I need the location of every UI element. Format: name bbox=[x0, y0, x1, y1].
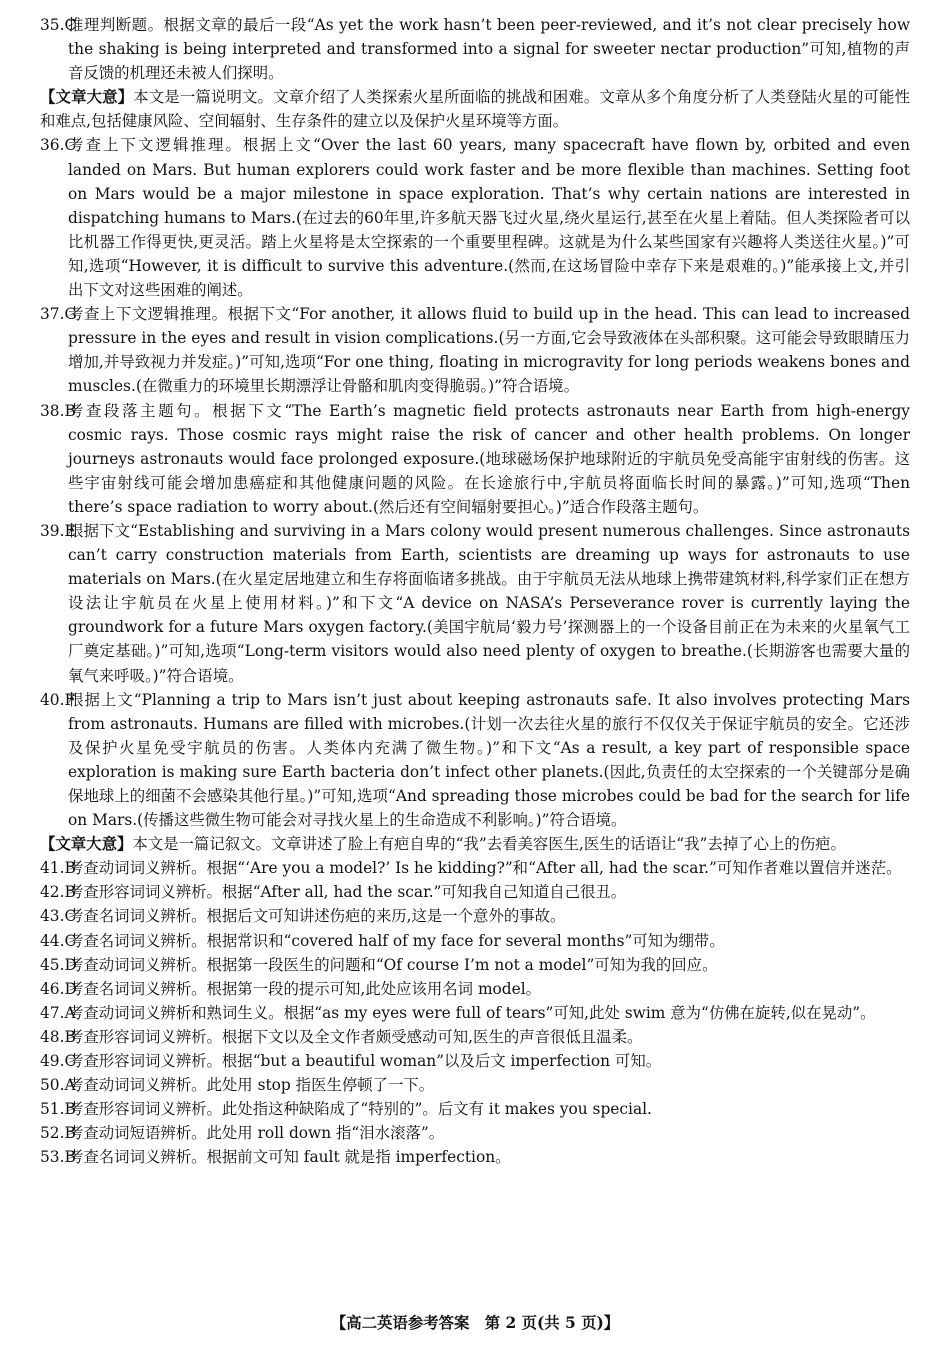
answer-text: 考查动词词义辨析。根据“‘Are you a model?’ Is he kidding?”和“After all, had the scar.”可知作者难以置信并迷茫。 bbox=[68, 859, 902, 878]
answer-number: 43.C bbox=[40, 907, 77, 926]
answer-item bbox=[40, 1001, 910, 1025]
answer-text: 考查名词词义辨析。根据后文可知讲述伤疤的来历,这是一个意外的事故。 bbox=[68, 907, 566, 926]
answer-text: 考查名词词义辨析。根据常识和“covered half of my face for several months”可知为绷带。 bbox=[68, 931, 725, 950]
answer-number: 50.A bbox=[40, 1076, 76, 1095]
answer-number: 38.B bbox=[40, 401, 76, 420]
answer-number: 41.B bbox=[40, 859, 76, 878]
answer-item bbox=[40, 880, 910, 904]
answer-text: 考查动词词义辨析。此处用 stop 指医生停顿了一下。 bbox=[68, 1076, 435, 1095]
answer-number: 42.B bbox=[40, 883, 76, 902]
summary-text: 本文是一篇说明文。文章介绍了人类探索火星所面临的挑战和困难。文章从多个角度分析了人类登陆火星的可能性和难点,包括健康风险、空间辐射、生存条件的建立以及保护火星环境等方面。 bbox=[40, 88, 910, 131]
answer-text: 考查形容词词义辨析。根据下文以及全文作者颇受感动可知,医生的声音很低且温柔。 bbox=[68, 1027, 643, 1046]
answer-item bbox=[40, 688, 910, 833]
answer-text: 考查名词词义辨析。根据前文可知 fault 就是指 imperfection。 bbox=[68, 1148, 511, 1167]
article-summary bbox=[40, 832, 910, 856]
answer-item bbox=[40, 1097, 910, 1121]
answer-text: 考查上下文逻辑推理。根据下文“For another, it allows fluid to build up in the head. This can lead to increased pressure in the eyes and result in vision complications.(另一方面,它会导致液体在头部积聚。这可能会导致眼睛压力增加,并导致视力并发症。)”可知,选项“For one thing, floating in microgravity for long periods weakens bones and muscles.(在微重力的环境里长期漂浮让骨骼和肌肉变得脆弱。)”符合语境。 bbox=[68, 305, 910, 396]
answer-item bbox=[40, 519, 910, 688]
answer-content bbox=[40, 13, 910, 1170]
answer-item bbox=[40, 13, 910, 85]
answer-number: 37.G bbox=[40, 305, 77, 324]
answer-item bbox=[40, 904, 910, 928]
answer-number: 53.B bbox=[40, 1148, 76, 1167]
answer-number: 48.B bbox=[40, 1027, 76, 1046]
answer-item bbox=[40, 1121, 910, 1145]
answer-number: 45.D bbox=[40, 955, 77, 974]
answer-number: 49.C bbox=[40, 1052, 77, 1071]
answer-item bbox=[40, 953, 910, 977]
answer-number: 36.C bbox=[40, 136, 77, 155]
answer-item bbox=[40, 302, 910, 398]
page-footer: 【高二英语参考答案 第 2 页(共 5 页)】 bbox=[330, 1314, 620, 1332]
answer-text: 根据下文“Establishing and surviving in a Mars colony would present numerous challenges. Since astronauts can’t carry construction materials from Earth, scientists are dreaming up ways for astronauts to use materials on Mars.(在火星定居地建立和生存将面临诸多挑战。由于宇航员无法从地球上携带建筑材料,科学家们正在想方设法让宇航员在火星上使用材料。)”和下文“A device on NASA’s Perseverance rover is currently laying the groundwork for a future Mars oxygen factory.(美国宇航局‘毅力号’探测器上的一个设备目前正在为未来的火星氧气工厂奠定基础。)”可知,选项“Long-term visitors would also need plenty of oxygen to breathe.(长期游客也需要大量的氧气来呼吸。)”符合语境。 bbox=[68, 521, 910, 685]
answer-text: 考查形容词词义辨析。根据“After all, had the scar.”可知我自己知道自己很丑。 bbox=[68, 883, 627, 902]
answer-item bbox=[40, 1025, 910, 1049]
answer-number: 44.C bbox=[40, 931, 77, 950]
answer-text: 考查动词短语辨析。此处用 roll down 指“泪水滚落”。 bbox=[68, 1124, 445, 1143]
answer-item bbox=[40, 1073, 910, 1097]
answer-item bbox=[40, 929, 910, 953]
answer-number: 51.B bbox=[40, 1100, 76, 1119]
answer-number: 35.C bbox=[40, 16, 77, 34]
answer-item bbox=[40, 1145, 910, 1169]
answer-text: 考查动词词义辨析和熟词生义。根据“as my eyes were full of tears”可知,此处 swim 意为“仿佛在旋转,似在晃动”。 bbox=[68, 1003, 876, 1022]
summary-text: 本文是一篇记叙文。文章讲述了脸上有疤自卑的“我”去看美容医生,医生的话语让“我”去掉了心上的伤疤。 bbox=[132, 835, 846, 854]
answer-text: 考查名词词义辨析。根据第一段的提示可知,此处应该用名词 model。 bbox=[68, 979, 542, 998]
answer-text: 考查形容词词义辨析。此处指这种缺陷成了“特别的”。后文有 it makes you special. bbox=[68, 1100, 652, 1119]
answer-number: 39.E bbox=[40, 521, 76, 540]
answer-number: 52.B bbox=[40, 1124, 76, 1143]
answer-text: 根据上文“Planning a trip to Mars isn’t just about keeping astronauts safe. It also involves protecting Mars from astronauts. Humans are filled with microbes.(计划一次去往火星的旅行不仅仅关于保证宇航员的安全。它还涉及保护火星免受宇航员的伤害。人类体内充满了微生物。)”和下文“As a result, a key part of responsible space exploration is making sure Earth bacteria don’t infect other planets.(因此,负责任的太空探索的一个关键部分是确保地球上的细菌不会感染其他行星。)”可知,选项“And spreading those microbes could be bad for the search for life on Mars.(传播这些微生物可能会对寻找火星上的生命造成不利影响。)”符合语境。 bbox=[68, 690, 910, 830]
answer-text: 考查动词词义辨析。根据第一段医生的问题和“Of course I’m not a model”可知为我的回应。 bbox=[68, 955, 718, 974]
answer-text: 推理判断题。根据文章的最后一段“As yet the work hasn’t been peer-reviewed, and it’s not clear precisely how the shaking is being interpreted and transformed into a signal for sweeter nectar production”可知,植物的声音反馈的机理还未被人们探明。 bbox=[68, 16, 910, 83]
answer-text: 考查形容词词义辨析。根据“but a beautiful woman”以及后文 imperfection 可知。 bbox=[68, 1052, 662, 1071]
answer-item bbox=[40, 1049, 910, 1073]
summary-label: 【文章大意】 bbox=[40, 835, 133, 854]
answer-number: 40.F bbox=[40, 690, 76, 709]
answer-item bbox=[40, 977, 910, 1001]
answer-text: 考查段落主题句。根据下文“The Earth’s magnetic field protects astronauts near Earth from high-energy cosmic rays. Those cosmic rays might raise the risk of cancer and other health problems. On longer journeys astronauts would face prolonged exposure.(地球磁场保护地球附近的宇航员免受高能宇宙射线的伤害。这些宇宙射线可能会增加患癌症和其他健康问题的风险。在长途旅行中,宇航员将面临长时间的暴露。)”可知,选项“Then there’s space radiation to worry about.(然后还有空间辐射要担心。)”适合作段落主题句。 bbox=[68, 401, 910, 516]
answer-text: 考查上下文逻辑推理。根据上文“Over the last 60 years, many spacecraft have flown by, orbited and even landed on Mars. But human explorers could work faster and be more flexible than machines. Setting foot on Mars would be a major milestone in space exploration. That’s why certain nations are interested in dispatching humans to Mars.(在过去的60年里,许多航天器飞过火星,绕火星运行,甚至在火星上着陆。但人类探险者可以比机器工作得更快,更灵活。踏上火星将是太空探索的一个重要里程碑。这就是为什么某些国家有兴趣将人类送往火星。)”可知,选项“However, it is difficult to survive this adventure.(然而,在这场冒险中幸存下来是艰难的。)”能承接上文,并引出下文对这些困难的阐述。 bbox=[68, 136, 910, 300]
answer-item bbox=[40, 856, 910, 880]
article-summary bbox=[40, 85, 910, 133]
answer-item bbox=[40, 399, 910, 519]
answer-number: 46.D bbox=[40, 979, 77, 998]
answer-item bbox=[40, 133, 910, 302]
summary-label: 【文章大意】 bbox=[40, 88, 134, 107]
answer-number: 47.A bbox=[40, 1003, 76, 1022]
